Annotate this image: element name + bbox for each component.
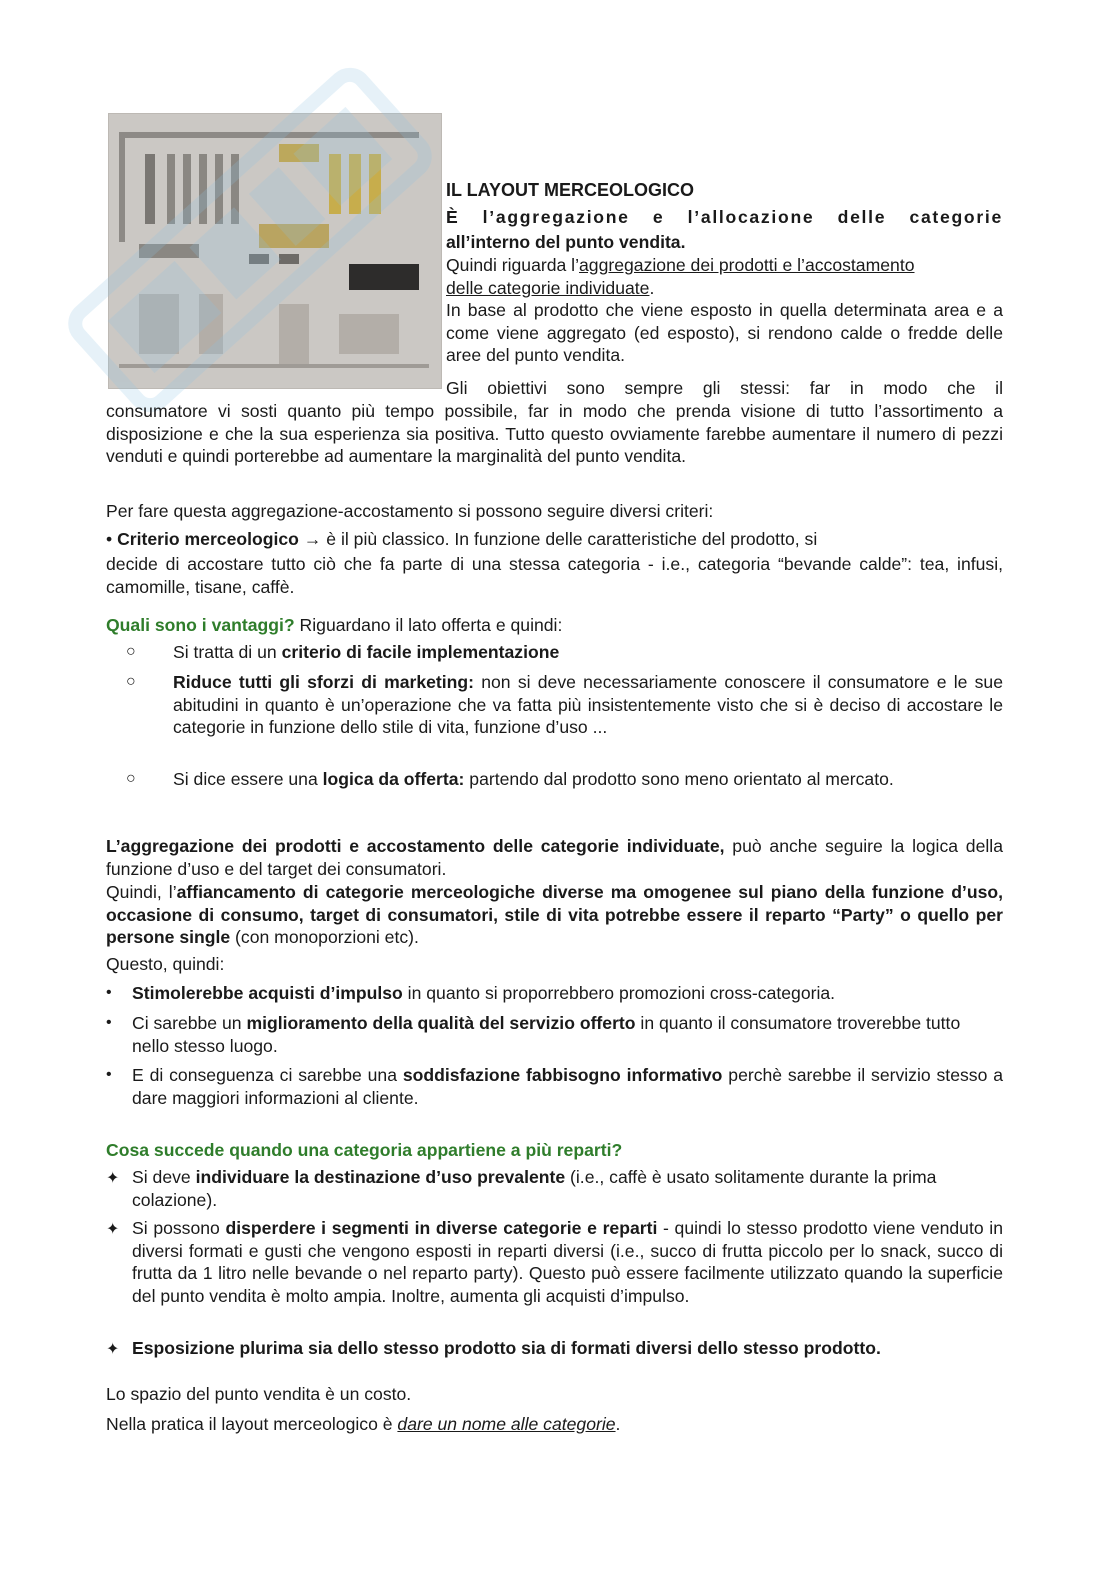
- vantaggio-item: Si dice essere una logica da offerta: partendo dal prodotto sono meno orientato al mercato.: [173, 769, 894, 789]
- effect-item: E di conseguenza ci sarebbe una soddisfazione fabbisogno informativo perchè sarebbe il servizio stesso a dare maggiori informazioni al cliente.: [132, 1065, 1003, 1108]
- closing-line-1: Lo spazio del punto vendita è un costo.: [106, 1384, 412, 1404]
- reparti-item: Si deve individuare la destinazione d’uso prevalente (i.e., caffè è usato solitamente durante la prima colazione).: [132, 1167, 937, 1210]
- vantaggio-item: Riduce tutti gli sforzi di marketing: non si deve necessariamente conoscere il consumatore e le sue abitudini in quanto è un’operazione che va fatta più insistentemente visto che si è deciso di accostare le categorie in funzione dello stile di vita, funzione d’uso ...: [173, 672, 1003, 738]
- reparti-heading: Cosa succede quando una categoria appartiene a più reparti?: [106, 1140, 623, 1160]
- section-title: IL LAYOUT MERCEOLOGICO: [446, 180, 695, 200]
- reparti-item: Si possono disperdere i segmenti in diverse categorie e reparti - quindi lo stesso prodotto viene venduto in diversi formati e gusti che vengono esposti in reparti diversi (i.e., succo di frutta piccolo per lo snack, succo di frutta da 1 litro nelle bevande o nel reparto party). Questo può essere facilmente utilizzato quando la superficie del punto vendita è molto ampia. Inoltre, aumenta gli acquisti d’impulso.: [132, 1218, 1003, 1306]
- objectives-paragraph: consumatore vi sosti quanto più tempo possibile, far in modo che prenda visione di tutto l’assortimento a disposizione e che la sua esperienza sia positiva. Tutto questo ovviamente farebbe aumentare il numero di pezzi venduti e quindi porterebbe ad aumentare la marginalità del punto vendita.: [106, 401, 1003, 467]
- store-floor-plan-image: [108, 113, 442, 389]
- vantaggi-heading: Quali sono i vantaggi? Riguardano il lato offerta e quindi:: [106, 615, 563, 635]
- affiancamento-paragraph: Quindi, l’affiancamento di categorie merceologiche diverse ma omogenee sul piano della funzione d’uso, occasione di consumo, target di consumatori, stile di vita potrebbe essere il reparto “Party” o quello per persone single (con monoporzioni etc).: [106, 882, 1003, 948]
- star-bullet-icon: ✦: [106, 1221, 120, 1238]
- circle-bullet-icon: ○: [126, 673, 136, 690]
- objectives-first-line: Gli obiettivi sono sempre gli stessi: far in modo che il: [446, 378, 1003, 398]
- intro-paragraph: Quindi riguarda l’aggregazione dei prodotti e l’accostamento delle categorie individuate.: [446, 255, 915, 298]
- questo-quindi: Questo, quindi:: [106, 954, 225, 974]
- definition-line-2: all’interno del punto vendita.: [446, 232, 686, 252]
- reparti-item: Esposizione plurima sia dello stesso prodotto sia di formati diversi dello stesso prodotto.: [132, 1338, 881, 1358]
- effect-item: Ci sarebbe un miglioramento della qualità del servizio offerto in quanto il consumatore troverebbe tutto nello stesso luogo.: [132, 1013, 961, 1056]
- bullet-icon: •: [106, 984, 112, 1001]
- definition-line-1: È l’aggregazione e l’allocazione delle categorie: [446, 207, 1003, 227]
- star-bullet-icon: ✦: [106, 1170, 120, 1187]
- area-paragraph: In base al prodotto che viene esposto in quella determinata area e a come viene aggregato (ed esposto), si rendono calde o fredde delle aree del punto vendita.: [446, 300, 1003, 366]
- criterio-merceologico: • Criterio merceologico → è il più classico. In funzione delle caratteristiche del prodotto, si: [106, 529, 818, 549]
- aggregazione-paragraph: L’aggregazione dei prodotti e accostamento delle categorie individuate, può anche seguire la logica della funzione d’uso e del target dei consumatori.: [106, 836, 1003, 879]
- bullet-icon: •: [106, 1066, 112, 1083]
- star-bullet-icon: ✦: [106, 1341, 120, 1358]
- vantaggio-item: Si tratta di un criterio di facile implementazione: [173, 642, 560, 662]
- closing-line-2: Nella pratica il layout merceologico è dare un nome alle categorie.: [106, 1414, 621, 1434]
- circle-bullet-icon: ○: [126, 770, 136, 787]
- circle-bullet-icon: ○: [126, 643, 136, 660]
- criteria-intro: Per fare questa aggregazione-accostamento si possono seguire diversi criteri:: [106, 501, 714, 521]
- bullet-icon: •: [106, 1014, 112, 1031]
- effect-item: Stimolerebbe acquisti d’impulso in quanto si proporrebbero promozioni cross-categoria.: [132, 983, 836, 1003]
- criterio-description: decide di accostare tutto ciò che fa parte di una stessa categoria - i.e., categoria “bevande calde”: tea, infusi, camomille, tisane, caffè.: [106, 554, 1003, 597]
